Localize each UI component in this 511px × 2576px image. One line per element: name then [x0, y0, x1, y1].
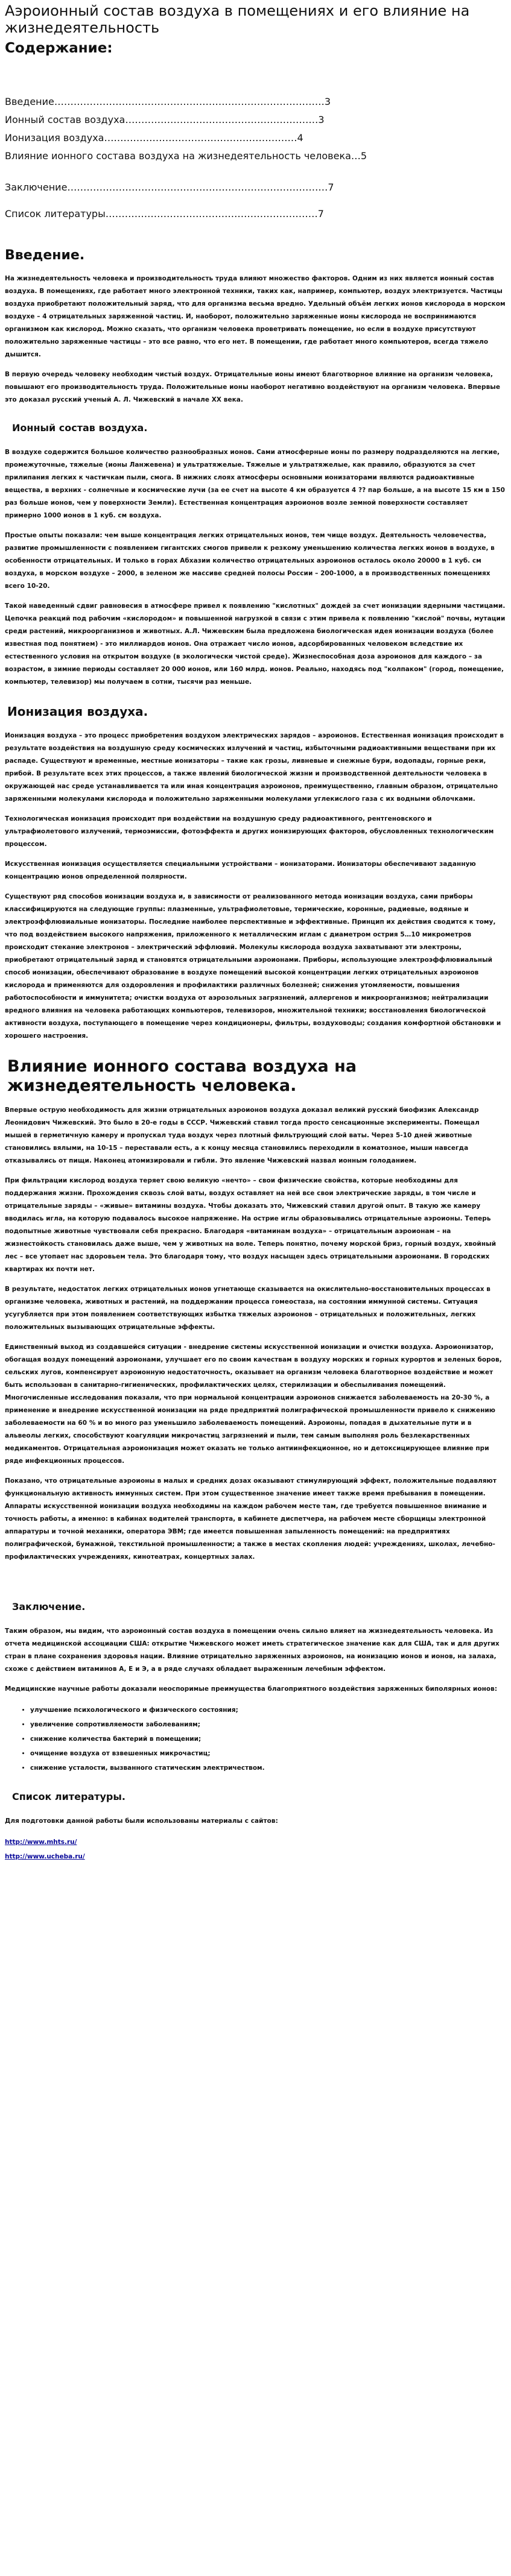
- paragraph: Впервые острую необходимость для жизни отрицательных аэроионов воздуха доказал великий русский биофизик Александр Леонидович Чижевский. Это было в 20-е годы в СССР. Чижевский ставил тогда просто сенсационные эксперименты. Помещал мышей в герметичную камеру и пропускал туда воздух через плотный фильтрующий слой ваты. Через 5-10 дней животные становились вялыми, на 10-15 – переставали есть, а к концу месяца становились переходили в коматозное, мыши навсегда отказывались от пищи. Наконец атомизировали и гибли. Это явление Чижевский назвал ионным голоданием.: [5, 1106, 480, 1164]
- paragraph: Простые опыты показали: чем выше концентрация легких отрицательных ионов, тем чище воздух. Деятельность человечества, развитие промышленности с появлением гигантских смогов привели к резкому уменьшению количества легких ионов в воздухе, в особенности отрицательных. И только в горах Абхазии количество отрицательных аэроионов осталось около 20000 в 1 куб. см воздуха, в морском воздухе – 2000, в зеленом же массиве средней полосы России – 200-1000, а в производственных помещениях всего 10-20.: [5, 532, 495, 590]
- toc-heading: Содержание:: [5, 40, 113, 56]
- paragraph: На жизнедеятельность человека и производительность труда влияют множество факторов. Одним из них является ионный состав воздуха. В помещениях, где работает много электронной техники, таких как, например, компьютер, воздух электризуется. Частицы воздуха приобретают положительный заряд, что для организма весьма вредно. Удельный объём легких ионов кислорода в морском воздухе – 4 отрицательных заряженной частиц. И, наоборот, положительно заряженные ионы кислорода не воспринимаются организмом как кислород. Можно сказать, что организм человека проветривать помещение, но если в воздухе присутствуют положительно заряженные частицы – это все равно, что его нет. В помещении, где работает много компьютеров, всегда тяжело дышится.: [5, 275, 506, 358]
- table-of-contents: [5, 93, 506, 223]
- paragraph: В первую очередь человеку необходим чистый воздух. Отрицательные ионы имеют благотворное влияние на организм человека, повышают его производительность труда. Положительные ионы наоборот негативно воздействуют на организм человека. Впервые это доказал русский ученый А. Л. Чижевский в начале XX века.: [5, 371, 501, 403]
- references-intro: Для подготовки данной работы были использованы материалы с сайтов:: [5, 1817, 278, 1825]
- spacer: [5, 1571, 506, 1585]
- paragraph: Показано, что отрицательные аэроионы в малых и средних дозах оказывают стимулирующий эффект, положительные подавляют функциональную активность иммунных систем. При этом существенное значение имеет также время пребывания в помещении. Аппараты искусственной ионизации воздуха необходимы на каждом рабочем месте там, где требуется повышенное внимание и точность работы, а именно: в кабинах водителей транспорта, в кабинете диспетчера, на рабочем месте сборщицы электронной аппаратуры и точной механики, оператора ЭВМ; где имеется повышенная запыленность помещений: на предприятиях полиграфической, бумажной, текстильной промышленности; а также в местах скопления людей: учреждениях, школах, лечебно-профилактических учреждениях, кинотеатрах, концертных залах.: [5, 1477, 497, 1561]
- paragraph: Искусственная ионизация осуществляется специальными устройствами – ионизаторами. Ионизаторы обеспечивают заданную концентрацию ионов определенной полярности.: [5, 860, 476, 880]
- toc-item-ion-composition[interactable]: Ионный состав воздуха……………………………………………………3: [5, 114, 325, 125]
- reference-link[interactable]: http://www.mhts.ru/: [5, 1839, 77, 1846]
- toc-item-references[interactable]: Список литературы…………………………………………………………7: [5, 208, 324, 219]
- list-item: • очищение воздуха от взвешенных микрочастиц;: [30, 1746, 506, 1761]
- section-heading-ion-composition: Ионный состав воздуха.: [12, 422, 148, 434]
- toc-item-conclusion[interactable]: Заключение………………………………………………………………………7: [5, 182, 334, 193]
- paragraph: При фильтрации кислород воздуха теряет свою великую «нечто» – свои физические свойства, которые необходимы для поддержания жизни. Прохождения сквозь слой ваты, воздух оставляет на ней все свои электрические заряды, в том числе и отрицательные заряды – «живые» витамины воздуха. Чтобы доказать это, Чижевский ставил другой опыт. В такую же камеру вводилась игла, на которую подавалось высокое напряжение. На острие иглы образовывались отрицательные аэроионы. Теперь подопытные животные чувствовали себя прекрасно. Благодаря «витаминам воздуха» – отрицательным аэроионам – на жизнестойкость становилась даже выше, чем у животных на воле. Теперь понятно, почему морской бриз, горный воздух, хвойный лес – все утопает нас здоровьем тела. Это благодаря тому, что воздух насыщен здесь отрицательными аэроионами. В городских квартирах их почти нет.: [5, 1177, 497, 1273]
- list-item: • снижение усталости, вызванного статическим электричеством.: [30, 1761, 506, 1775]
- reference-link[interactable]: http://www.ucheba.ru/: [5, 1853, 85, 1860]
- paragraph: Единственный выход из создавшейся ситуации - внедрение системы искусственной ионизации и очистки воздуха. Аэроионизатор, обогащая воздух помещений аэроионами, улучшает его по своим качествам в воздуху морских и горных курортов и зеленых боров, сельских лугов, компенсирует аэроионную недостаточность, оказывает на организм человека благотворное воздействие и может быть использован в санитарно-гигиенических, профилактических целях, стерилизации и обеспыливания помещений. Многочисленные исследования показали, что при нормальной концентрации аэроионов снижается заболеваемость на 20-30 %, а применение и внедрение искусственной ионизации на ряде предприятий полиграфической промышленности привело к снижению заболеваемости на 60 % и во много раз уменьшило заболеваемость помещений. Аэроионы, попадая в дыхательные пути и в альвеолы легких, способствуют коагуляции микрочастиц загрязнений и пыли, тем самым выполняя роль безлекарственных медикаментов. Отрицательная аэроионизация может оказать не только антиинфекционное, но и детоксицирующее влияние при ряде инфекционных процессов.: [5, 1343, 502, 1465]
- section-heading-references: Список литературы.: [12, 1791, 125, 1802]
- paragraph: В воздухе содержится большое количество разнообразных ионов. Сами атмосферные ионы по размеру подразделяются на легкие, промежуточные, тяжелые (ионы Ланжевена) и ультратяжелые. Тяжелые и ультратяжелые, как правило, образуются за счет прилипания легких к частичкам пыли, смога. В нижних слоях атмосферы основными ионизаторами являются радиоактивные вещества, в верхних - солнечные и космические лучи (за ее счет на высоте 4 км образуется 4 ?? пар больше, а на высоте 15 км в 150 раз больше ионов, чем у поверхности Земли). Естественная концентрация аэроионов возле земной поверхности составляет примерно 1000 ионов в 1 куб. см воздуха.: [5, 449, 506, 519]
- section-heading-conclusion: Заключение.: [12, 1601, 86, 1612]
- paragraph: Ионизация воздуха – это процесс приобретения воздухом электрических зарядов – аэроионов. Естественная ионизация происходит в результате воздействия на воздушную среду космических излучений и частиц, избыточными радиоактивными веществами при их распаде. Существуют и временные, местные ионизаторы – такие как грозы, ливневые и снежные бури, водопады, горные реки, прибой. В результате всех этих процессов, а также явлений биологической жизни и производственной деятельности человека в окружающей нас среде устанавливается та или иная концентрация аэроионов, преимущественно, главным образом, отрицательно заряженными молекулами кислорода и положительно заряженными молекулами углекислого газа с их водными облочками.: [5, 732, 504, 803]
- benefits-list: [5, 1703, 506, 1775]
- paragraph: В результате, недостаток легких отрицательных ионов угнетающе сказывается на окислительно-восстановительных процессах в организме человека, животных и растений, на поддержании процесса гомеостаза, на состоянии иммунной системы. Ситуация усугубляется при этом появлением соответствующих избытка тяжелых аэроионов – отрицательных и положительных, легких положительных вызывающих отрицательные эффекты.: [5, 1286, 490, 1331]
- section-heading-ionization: Ионизация воздуха.: [7, 704, 148, 719]
- paragraph: Таким образом, мы видим, что аэроионный состав воздуха в помещении очень сильно влияет на жизнедеятельность человека. Из отчета медицинской ассоциации США: открытие Чижевского может иметь стратегическое значение как для США, так и для других стран в плане сохранения здоровья нации. Влияние отрицательно заряженных аэроионов, на ионизацию ионов и ионов, на залаха, схоже с действием витаминов А, Е и Э, а в ряде случаях обладает выраженным лечебным эффектом.: [5, 1627, 500, 1673]
- paragraph: Медицинские научные работы доказали неоспоримые преимущества благоприятного воздействия заряженных биполярных ионов:: [5, 1685, 498, 1693]
- toc-item-influence[interactable]: Влияние ионного состава воздуха на жизнедеятельность человека…5: [5, 150, 367, 162]
- paragraph: Существуют ряд способов ионизации воздуха и, в зависимости от реализованного метода ионизации воздуха, сами приборы классифицируются на следующие группы: плазменные, ультрафиолетовые, термические, коронные, радиевые, водяные и электроэффлювиальные ионизаторы. Последние наиболее перспективные и эффективные. Принцип их действия сводится к тому, что под воздействием высокого напряжения, приложенного к металлическим иглам с диаметром острия 5…10 микрометров происходит стекание электронов – электрический эффлювий. Молекулы кислорода воздуха захватывают эти электроны, приобретают отрицательный заряд и становятся отрицательными аэроионами. Приборы, использующие электроэффлювиальный способ ионизации, обеспечивают образование в воздухе помещений высокой концентрации легких отрицательных аэроионов кислорода и применяются для оздоровления и профилактики различных болезней; снижения утомляемости, повышения работоспособности и иммунитета; очистки воздуха от аэрозольных загрязнений, аллергенов и микроорганизмов; нейтрализации вредного влияния на человека работающих компьютеров, телевизоров, множительной техники; восстановления биологической активности воздуха, поступающего в помещение через кондиционеры, фильтры, воздуховоды; создания комфортной обстановки и хорошего настроения.: [5, 893, 501, 1040]
- paragraph: Такой наведенный сдвиг равновесия в атмосфере привел к появлению "кислотных" дождей за счет ионизации ядерными частицами. Цепочка реакций под рабочим «кислородом» и повышенной нагрузкой в связи с этим привела к появлению "кислой" почвы, мутации среди растений, микроорганизмов и животных. А.Л. Чижевским была предложена биологическая идея ионизации воздуха (более известная под понятием) - это миллиардов ионов. Она отражает число ионов, адсорбированных человеком вследствие их естественного условия на открытом воздухе (в экологически чистой среде). Жизнеспособная доза аэроионов для каждого – за возрастом, в зимние периоды составляет 20 000 ионов, или 160 млрд. ионов. Реально, находясь под "колпаком" (город, помещение, компьютер, телевизор) мы получаем в сотни, тысячи раз меньше.: [5, 602, 506, 686]
- paragraph: Технологическая ионизация происходит при воздействии на воздушную среду радиоактивного, рентгеновского и ультрафиолетового излучений, термоэмиссии, фотоэффекта и других ионизирующих факторов, обусловленных технологическим процессом.: [5, 815, 494, 848]
- document-title: Аэроионный состав воздуха в помещениях и его влияние на жизнедеятельность: [5, 2, 470, 36]
- references-list: [5, 1835, 506, 1864]
- list-item: • увеличение сопротивляемости заболеваниям;: [30, 1717, 506, 1732]
- toc-item-intro[interactable]: Введение…………………………………………………………………………3: [5, 96, 331, 107]
- toc-item-ionization[interactable]: Ионизация воздуха……………………………………………………4: [5, 132, 303, 144]
- list-item: • улучшение психологического и физического состояния;: [30, 1703, 506, 1717]
- section-heading-intro: Введение.: [5, 248, 85, 263]
- section-heading-influence: Влияние ионного состава воздуха на жизнедеятельность человека.: [7, 1057, 357, 1095]
- list-item: • снижение количества бактерий в помещении;: [30, 1732, 506, 1746]
